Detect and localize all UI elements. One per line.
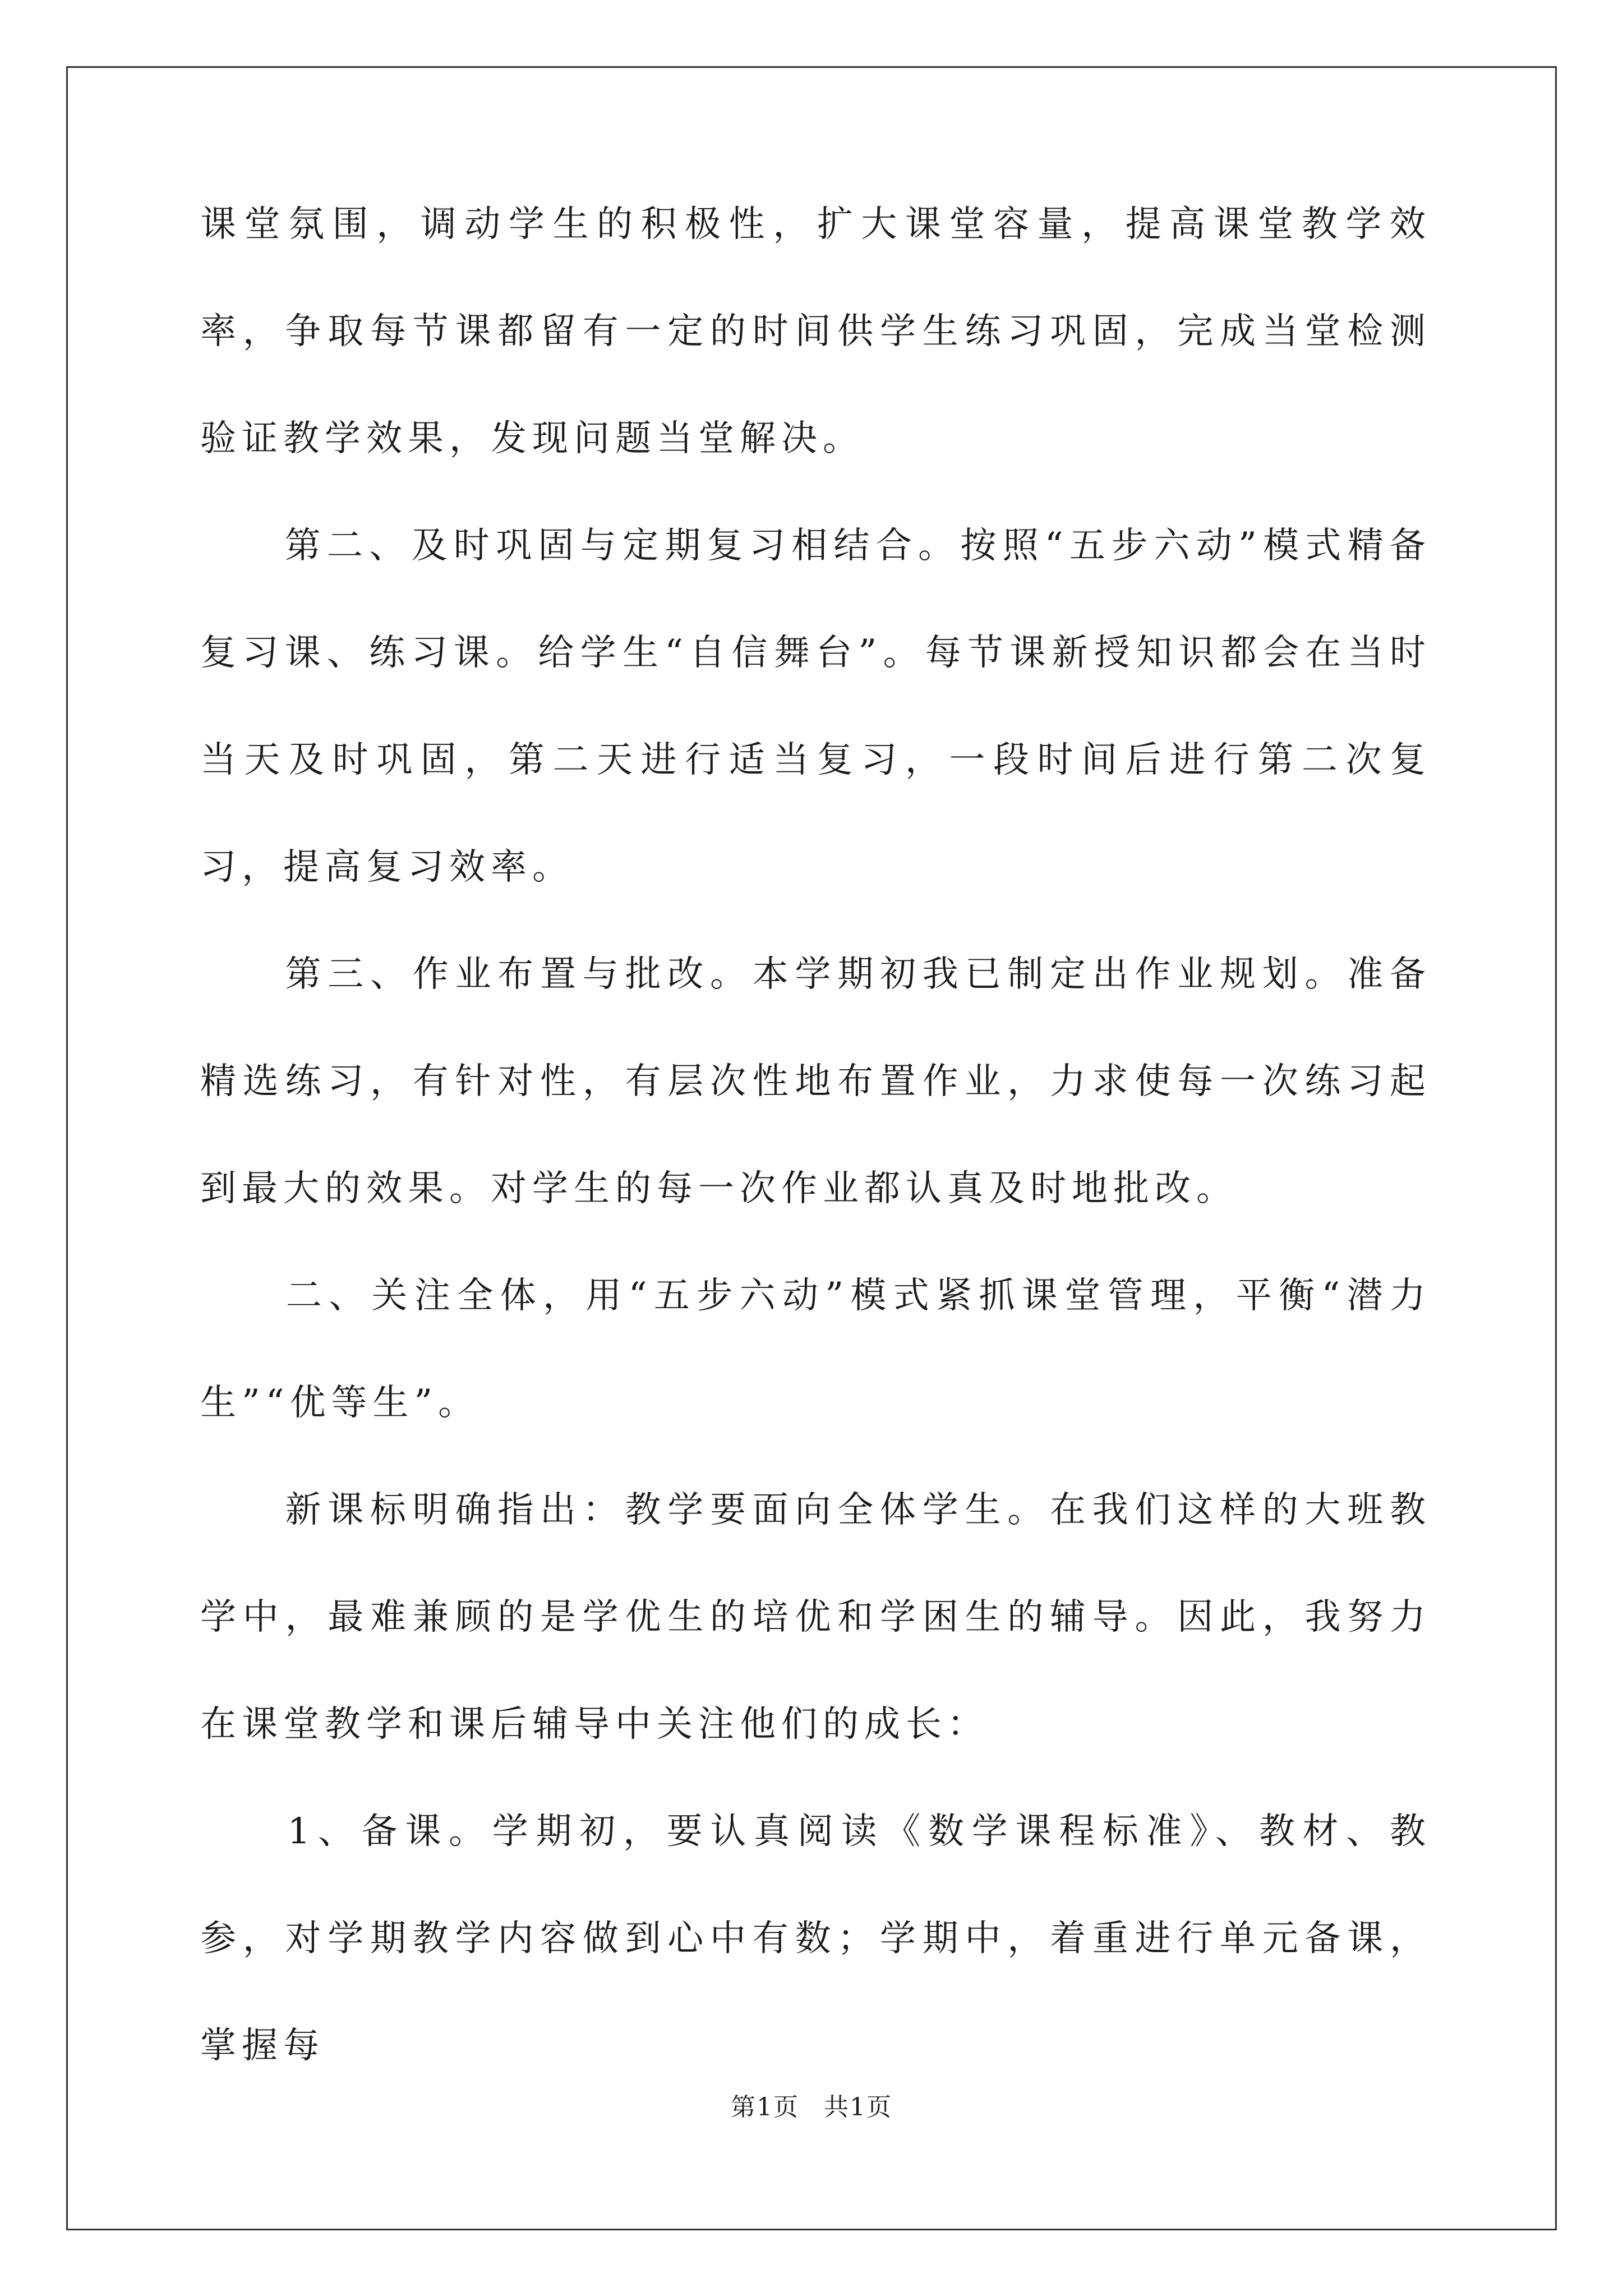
document-body <box>200 171 1431 2100</box>
page-number: 第1页 <box>731 2093 799 2122</box>
paragraph: 二、关注全体，用“五步六动”模式紧抓课堂管理，平衡“潜力生”“优等生”。 <box>200 1275 1431 1424</box>
page-footer <box>0 2087 1623 2123</box>
page-total: 共1页 <box>824 2093 892 2122</box>
paragraph: 第二、及时巩固与定期复习相结合。按照“五步六动”模式精备复习课、练习课。给学生“自信舞台”。每节课新授知识都会在当时当天及时巩固，第二天进行适当复习，一段时间后进行第二次复习，提高复习效率。 <box>200 525 1431 888</box>
paragraph: 1、备课。学期初，要认真阅读《数学课程标准》、教材、教参，对学期教学内容做到心中有数；学期中，着重进行单元备课，掌握每 <box>200 1811 1431 2067</box>
paragraph: 课堂氛围，调动学生的积极性，扩大课堂容量，提高课堂教学效率，争取每节课都留有一定的时间供学生练习巩固，完成当堂检测验证教学效果，发现问题当堂解决。 <box>200 204 1431 459</box>
paragraph: 第三、作业布置与批改。本学期初我已制定出作业规划。准备精选练习，有针对性，有层次性地布置作业，力求使每一次练习起到最大的效果。对学生的每一次作业都认真及时地批改。 <box>200 954 1431 1209</box>
paragraph: 新课标明确指出：教学要面向全体学生。在我们这样的大班教学中，最难兼顾的是学优生的培优和学困生的辅导。因此，我努力在课堂教学和课后辅导中关注他们的成长： <box>200 1489 1431 1745</box>
